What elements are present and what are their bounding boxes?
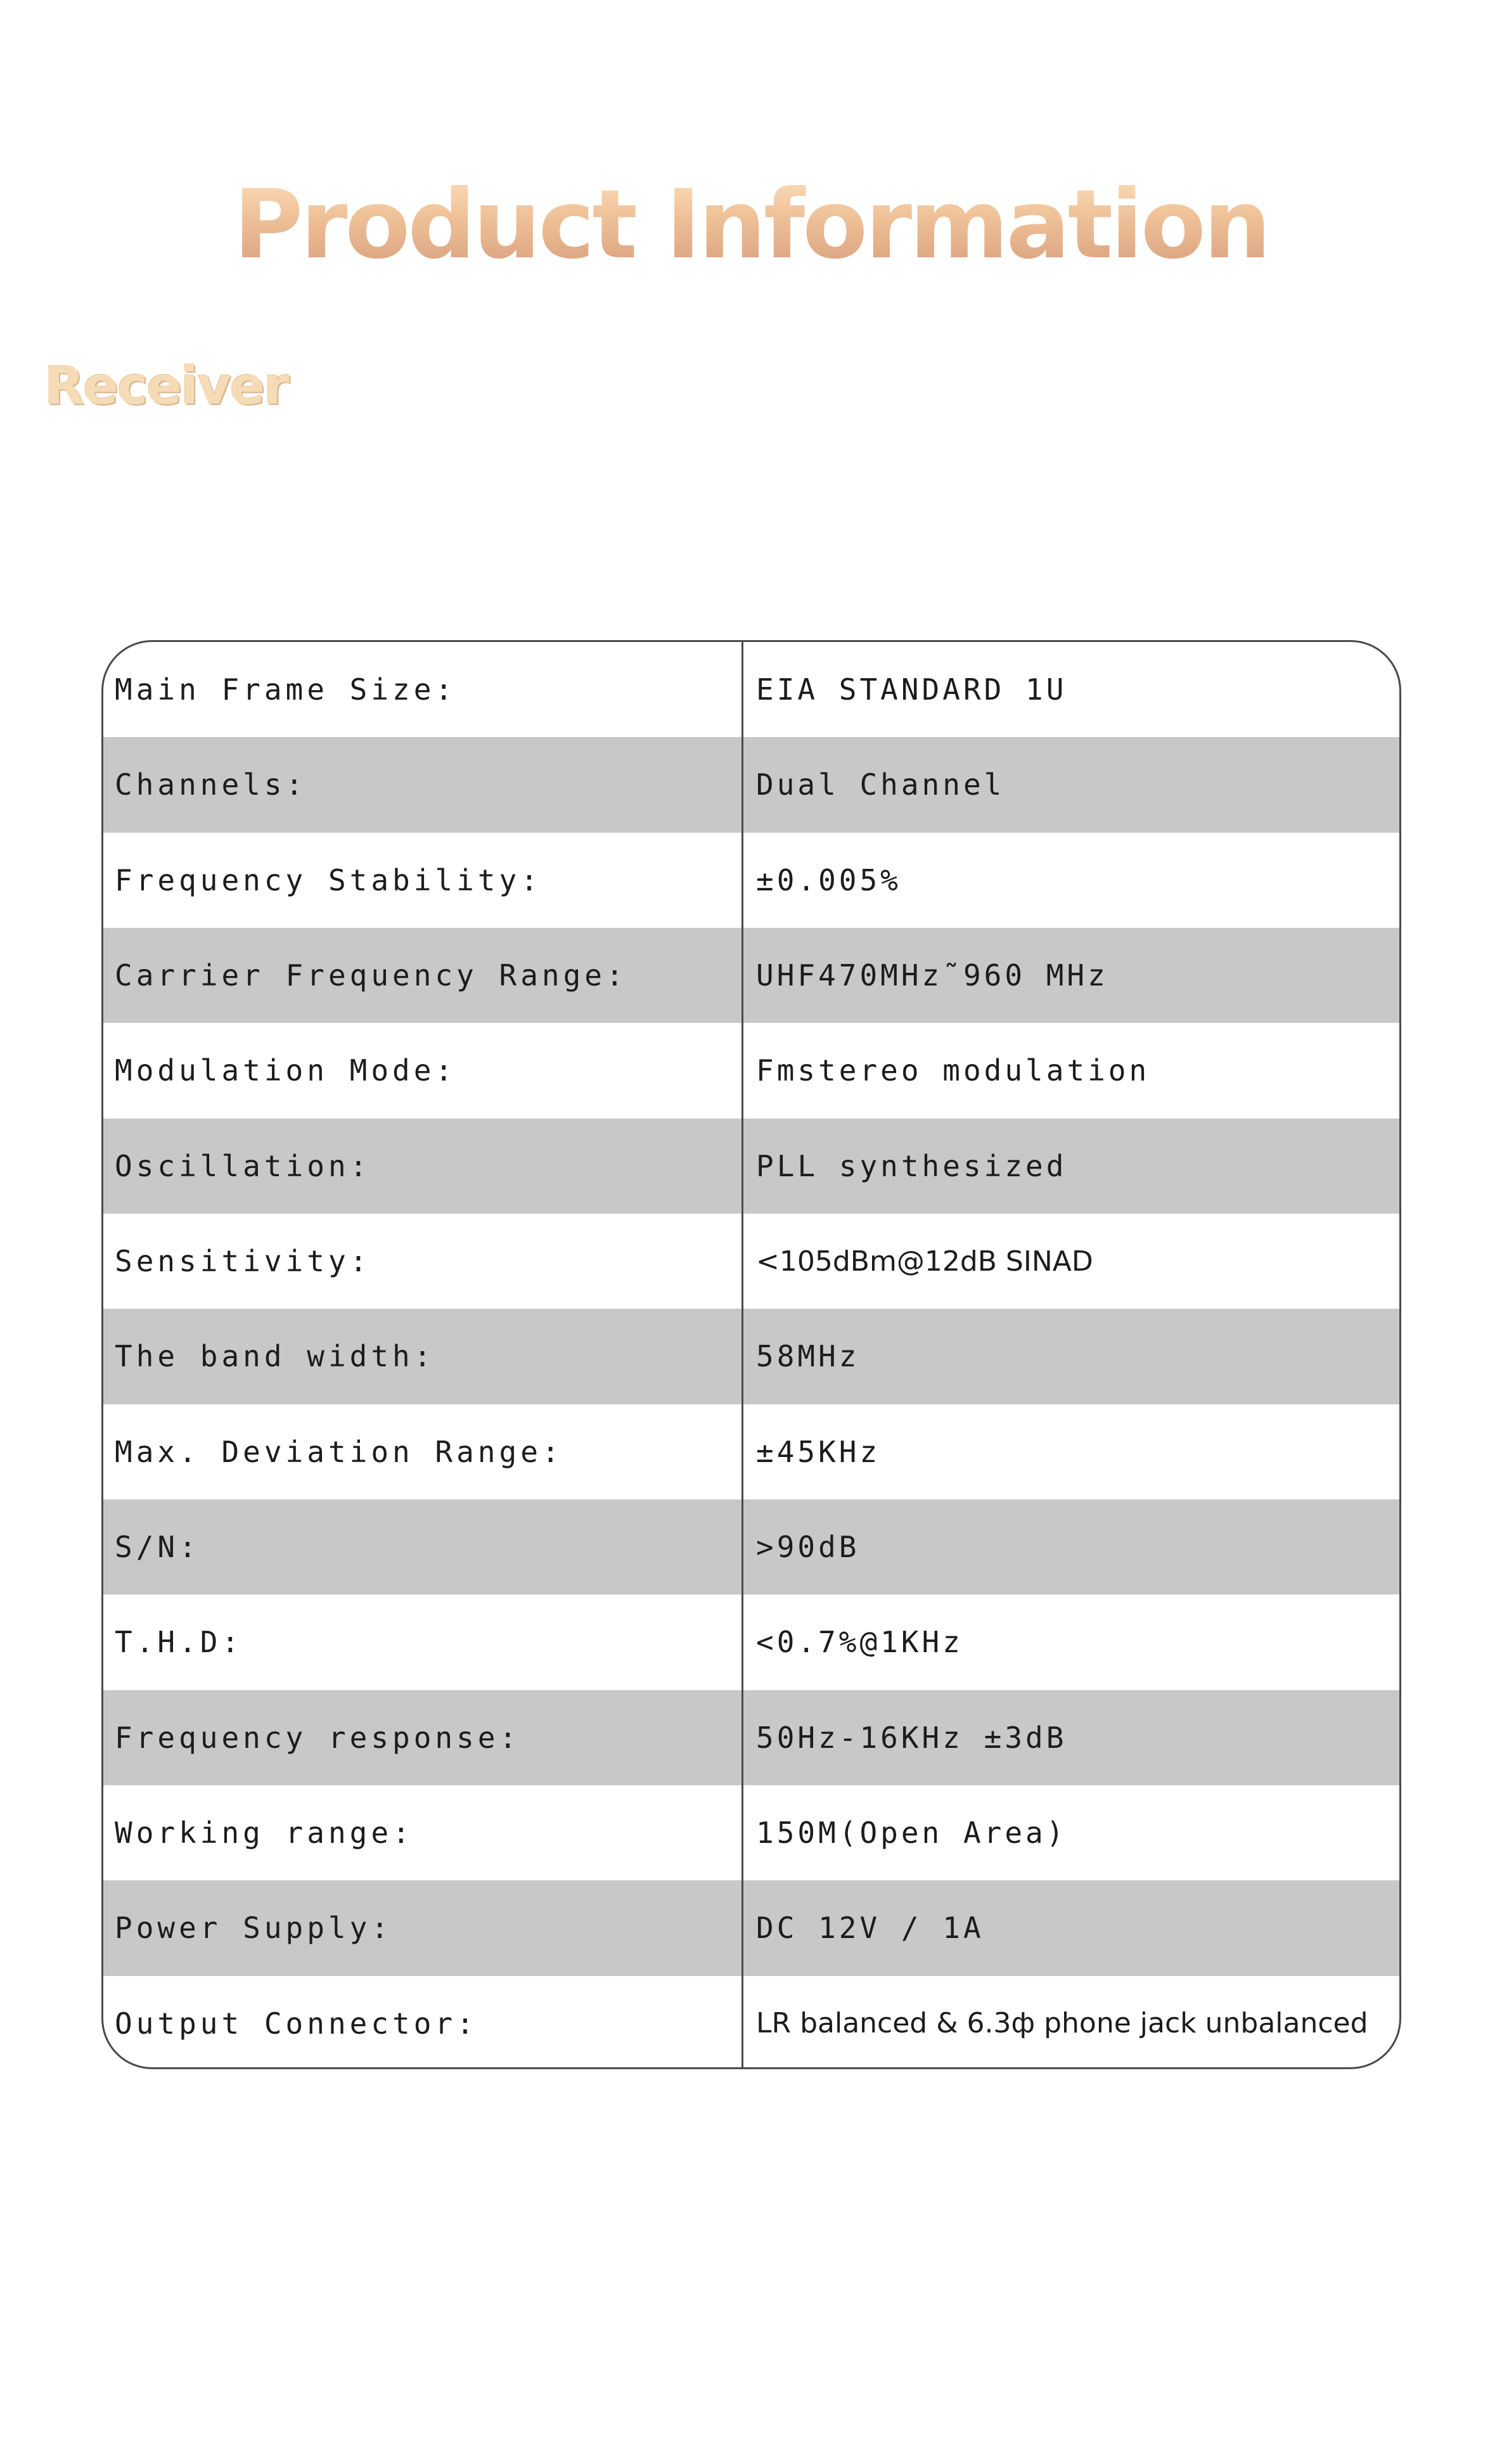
spec-label: Frequency response: [103, 1690, 743, 1785]
spec-label: Working range: [103, 1785, 743, 1880]
spec-row-power-supply [103, 1880, 1399, 1975]
spec-label: Main Frame Size: [103, 642, 743, 737]
spec-row-main-frame-size [103, 642, 1399, 737]
spec-value: EIA STANDARD 1U [756, 672, 1067, 707]
spec-label: Power Supply: [103, 1880, 743, 1975]
spec-label: T.H.D: [103, 1595, 743, 1690]
spec-label: Modulation Mode: [103, 1023, 743, 1118]
spec-label: S/N: [103, 1499, 743, 1595]
spec-value: 150M(Open Area) [756, 1816, 1067, 1851]
spec-value: <105dBm@12dB SINAD [756, 1245, 1093, 1278]
spec-label: Max. Deviation Range: [103, 1404, 743, 1499]
spec-label: The band width: [103, 1309, 743, 1404]
spec-label: Output Connector: [103, 1976, 743, 2069]
spec-row-working-range [103, 1785, 1399, 1880]
page-title: Product Information [0, 168, 1502, 282]
spec-row-frequency-stability [103, 833, 1399, 928]
spec-value: ±0.005% [756, 863, 901, 897]
spec-row-thd [103, 1595, 1399, 1690]
spec-row-channels [103, 737, 1399, 832]
spec-row-sensitivity [103, 1214, 1399, 1309]
spec-value: <0.7%@1KHz [756, 1625, 963, 1660]
spec-row-carrier-frequency-range [103, 928, 1399, 1023]
spec-value: ±45KHz [756, 1434, 881, 1469]
spec-value: DC 12V / 1A [756, 1911, 984, 1946]
spec-label: Channels: [103, 737, 743, 832]
spec-value: UHF470MHz˜960 MHz [756, 958, 1108, 993]
spec-value: Fmstereo modulation [756, 1053, 1150, 1088]
spec-row-band-width [103, 1309, 1399, 1404]
spec-value: 50Hz-16KHz ±3dB [756, 1720, 1067, 1755]
spec-value: LR balanced & 6.3ф phone jack unbalanced [756, 2007, 1368, 2040]
spec-value: Dual Channel [756, 767, 1005, 802]
spec-row-sn [103, 1499, 1399, 1595]
spec-value: >90dB [756, 1530, 860, 1565]
spec-label: Frequency Stability: [103, 833, 743, 928]
spec-row-oscillation [103, 1119, 1399, 1214]
spec-row-modulation-mode [103, 1023, 1399, 1118]
spec-value: PLL synthesized [756, 1148, 1067, 1183]
spec-row-max-deviation-range [103, 1404, 1399, 1499]
spec-table [101, 640, 1401, 2069]
spec-value: 58MHz [756, 1339, 860, 1374]
section-title-receiver: Receiver [44, 356, 288, 416]
spec-label: Oscillation: [103, 1119, 743, 1214]
spec-row-frequency-response [103, 1690, 1399, 1785]
spec-row-output-connector [103, 1976, 1399, 2069]
spec-label: Sensitivity: [103, 1214, 743, 1309]
spec-label: Carrier Frequency Range: [103, 928, 743, 1023]
